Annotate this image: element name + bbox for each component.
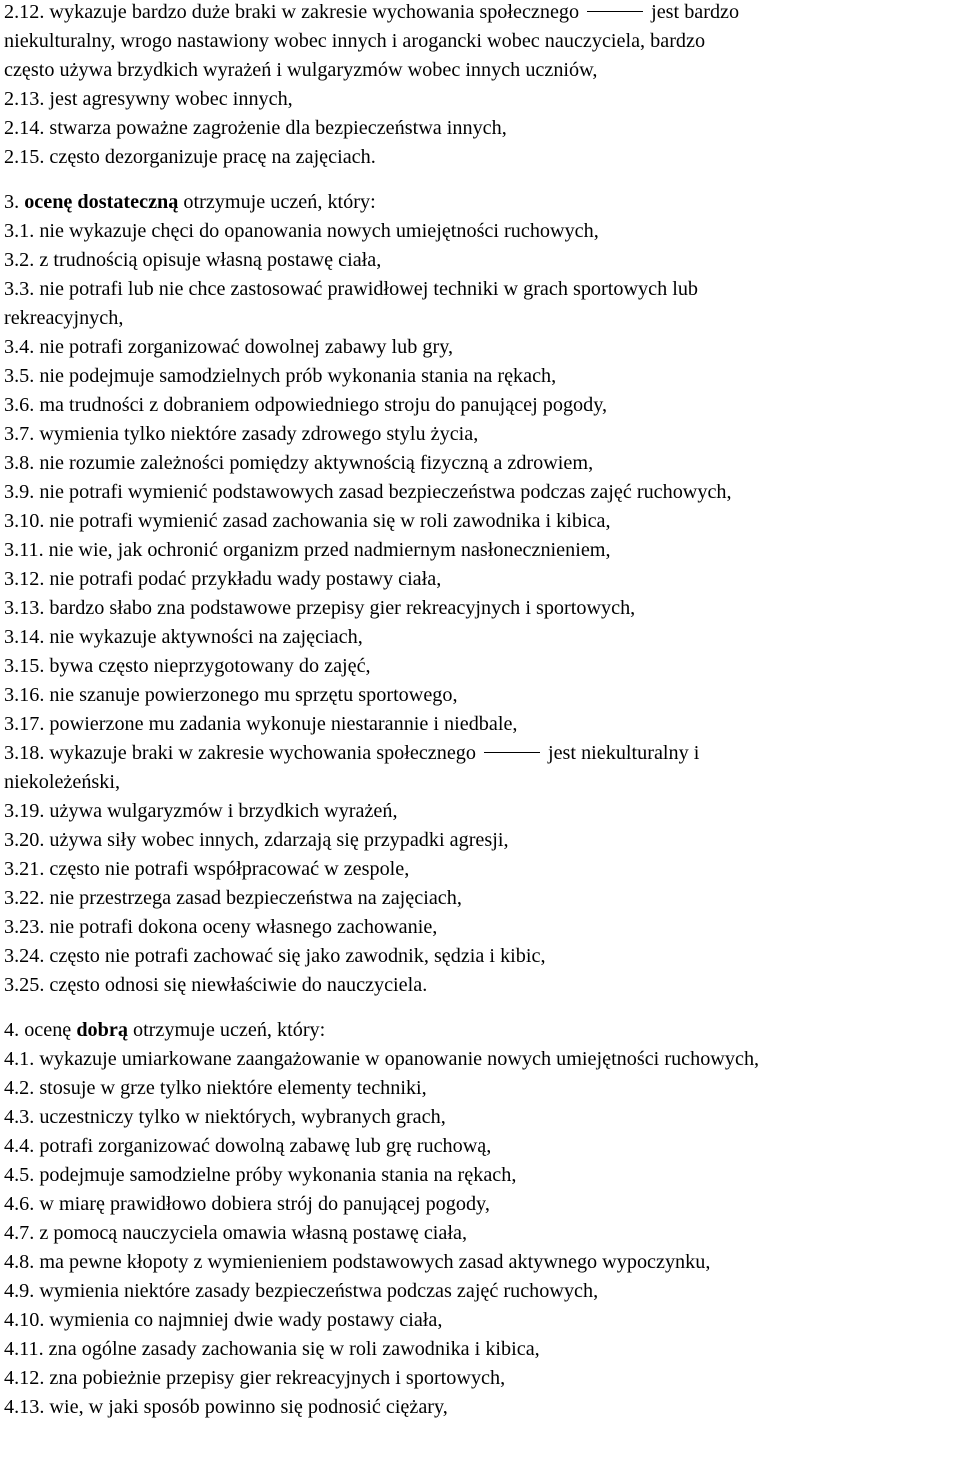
list-item: 3.20. używa siły wobec innych, zdarzają się przypadki agresji, <box>4 829 509 851</box>
list-item: 4.9. wymienia niektóre zasady bezpieczeństwa podczas zajęć ruchowych, <box>4 1280 599 1302</box>
list-item-continuation: rekreacyjnych, <box>4 307 124 329</box>
list-item: 4.2. stosuje w grze tylko niektóre elementy techniki, <box>4 1077 427 1099</box>
list-item: 4.7. z pomocą nauczyciela omawia własną postawę ciała, <box>4 1222 467 1244</box>
item-text: jest niekulturalny i <box>547 742 700 764</box>
document-page <box>4 0 958 1422</box>
list-item: 3.7. wymienia tylko niektóre zasady zdrowego stylu życia, <box>4 423 479 445</box>
list-item: 4.6. w miarę prawidłowo dobiera strój do panującej pogody, <box>4 1193 490 1215</box>
text-line <box>4 0 958 27</box>
list-item: 4.8. ma pewne kłopoty z wymienieniem podstawowych zasad aktywnego wypoczynku, <box>4 1251 711 1273</box>
list-item: 3.19. używa wulgaryzmów i brzydkich wyrażeń, <box>4 800 398 822</box>
list-item: 3.4. nie potrafi zorganizować dowolnej zabawy lub gry, <box>4 336 454 358</box>
list-item: 3.16. nie szanuje powierzonego mu sprzętu sportowego, <box>4 684 458 706</box>
text-line: często używa brzydkich wyrażeń i wulgaryzmów wobec innych uczniów, <box>4 59 598 81</box>
list-item: 3.17. powierzone mu zadania wykonuje niestarannie i niedbale, <box>4 713 518 735</box>
list-item: 3.8. nie rozumie zależności pomiędzy aktywnością fizyczną a zdrowiem, <box>4 452 594 474</box>
em-dash <box>484 752 540 753</box>
list-item: 3.25. często odnosi się niewłaściwie do nauczyciela. <box>4 974 428 996</box>
list-item: 4.3. uczestniczy tylko w niektórych, wybranych grach, <box>4 1106 446 1128</box>
list-item: 3.12. nie potrafi podać przykładu wady postawy ciała, <box>4 568 442 590</box>
section-gap <box>4 172 958 188</box>
list-item: 3.2. z trudnością opisuje własną postawę ciała, <box>4 249 382 271</box>
grade-name: ocenę dostateczną <box>24 191 179 213</box>
item-text: jest bardzo <box>651 1 740 23</box>
section-gap <box>4 1000 958 1016</box>
list-item: 3.3. nie potrafi lub nie chce zastosować prawidłowej techniki w grach sportowych lub <box>4 278 699 300</box>
list-item: 3.22. nie przestrzega zasad bezpieczeństwa na zajęciach, <box>4 887 462 909</box>
item-text: 3.18. wykazuje braki w zakresie wychowania społecznego <box>4 742 476 764</box>
list-item: 2.15. często dezorganizuje pracę na zajęciach. <box>4 146 376 168</box>
list-item: 3.5. nie podejmuje samodzielnych prób wykonania stania na rękach, <box>4 365 557 387</box>
list-item: 4.11. zna ogólne zasady zachowania się w roli zawodnika i kibica, <box>4 1338 540 1360</box>
list-item: 3.10. nie potrafi wymienić zasad zachowania się w roli zawodnika i kibica, <box>4 510 611 532</box>
list-item: 3.1. nie wykazuje chęci do opanowania nowych umiejętności ruchowych, <box>4 220 599 242</box>
list-item: 3.24. często nie potrafi zachować się jako zawodnik, sędzia i kibic, <box>4 945 546 967</box>
list-item: 3.21. często nie potrafi współpracować w zespole, <box>4 858 410 880</box>
grade-name: dobrą <box>76 1019 128 1041</box>
item-text: 2.12. wykazuje bardzo duże braki w zakresie wychowania społecznego <box>4 1 580 23</box>
list-item: 3.13. bardzo słabo zna podstawowe przepisy gier rekreacyjnych i sportowych, <box>4 597 636 619</box>
list-item <box>4 739 958 768</box>
list-item: 4.13. wie, w jaki sposób powinno się podnosić ciężary, <box>4 1396 448 1418</box>
text-line: niekulturalny, wrogo nastawiony wobec innych i arogancki wobec nauczyciela, bardzo <box>4 30 706 52</box>
list-item: 2.13. jest agresywny wobec innych, <box>4 88 293 110</box>
list-item: 3.14. nie wykazuje aktywności na zajęciach, <box>4 626 363 648</box>
section-heading <box>4 1016 958 1045</box>
heading-suffix: otrzymuje uczeń, który: <box>178 191 376 213</box>
list-item: 3.6. ma trudności z dobraniem odpowiedniego stroju do panującej pogody, <box>4 394 608 416</box>
list-item-continuation: niekoleżeński, <box>4 771 121 793</box>
list-item: 4.4. potrafi zorganizować dowolną zabawę lub grę ruchową, <box>4 1135 492 1157</box>
heading-prefix: 3. <box>4 191 25 213</box>
list-item: 4.5. podejmuje samodzielne próby wykonania stania na rękach, <box>4 1164 517 1186</box>
section-heading <box>4 188 958 217</box>
heading-suffix: otrzymuje uczeń, który: <box>127 1019 326 1041</box>
list-item: 3.23. nie potrafi dokona oceny własnego zachowanie, <box>4 916 438 938</box>
list-item: 4.12. zna pobieżnie przepisy gier rekreacyjnych i sportowych, <box>4 1367 506 1389</box>
list-item: 3.15. bywa często nieprzygotowany do zajęć, <box>4 655 371 677</box>
list-item: 3.11. nie wie, jak ochronić organizm przed nadmiernym nasłonecznieniem, <box>4 539 611 561</box>
list-item: 4.10. wymienia co najmniej dwie wady postawy ciała, <box>4 1309 443 1331</box>
list-item: 2.14. stwarza poważne zagrożenie dla bezpieczeństwa innych, <box>4 117 507 139</box>
em-dash <box>587 11 643 12</box>
list-item: 4.1. wykazuje umiarkowane zaangażowanie w opanowanie nowych umiejętności ruchowych, <box>4 1048 760 1070</box>
list-item: 3.9. nie potrafi wymienić podstawowych zasad bezpieczeństwa podczas zajęć ruchowych, <box>4 481 732 503</box>
heading-prefix: 4. ocenę <box>4 1019 77 1041</box>
